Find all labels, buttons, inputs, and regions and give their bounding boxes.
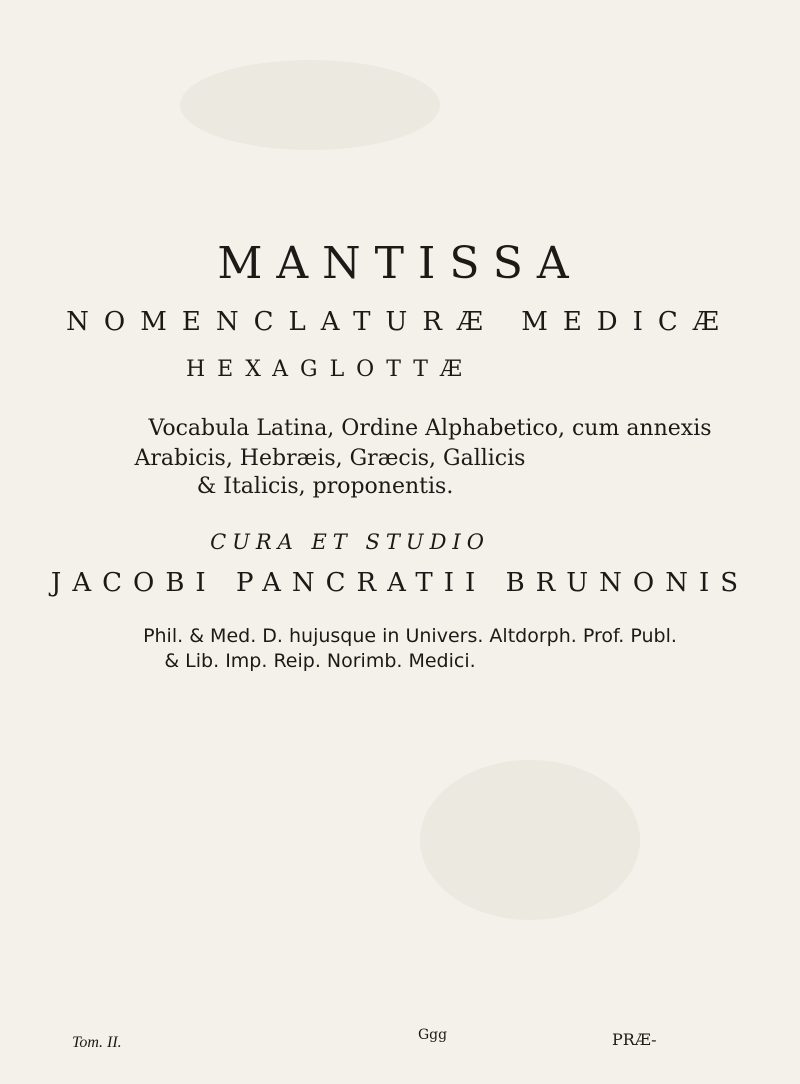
description-line-1: Vocabula Latina, Ordine Alphabetico, cum annexis <box>148 416 712 441</box>
description-line-3: & Italicis, proponentis. <box>196 474 454 499</box>
book-subtitle-secondary: HEXAGLOTTÆ <box>185 357 474 382</box>
catchword: PRÆ- <box>612 1030 657 1049</box>
volume-label: Tom. II. <box>72 1034 122 1051</box>
book-subtitle: NOMENCLATURÆ MEDICÆ <box>66 307 734 337</box>
cura-et-studio: CURA ET STUDIO <box>210 530 490 554</box>
author-affiliation-line-1: Phil. & Med. D. hujusque in Univers. Altdorph. Prof. Publ. <box>143 625 677 647</box>
description-line-2: Arabicis, Hebræis, Græcis, Gallicis <box>134 446 526 471</box>
signature-mark: Ggg <box>418 1027 448 1043</box>
author-affiliation-line-2: & Lib. Imp. Reip. Norimb. Medici. <box>164 650 476 672</box>
paper-stain <box>180 60 440 150</box>
author-name: JACOBI PANCRATII BRUNONIS <box>50 568 750 598</box>
paper-stain <box>420 760 640 920</box>
book-title: MANTISSA <box>217 238 583 289</box>
